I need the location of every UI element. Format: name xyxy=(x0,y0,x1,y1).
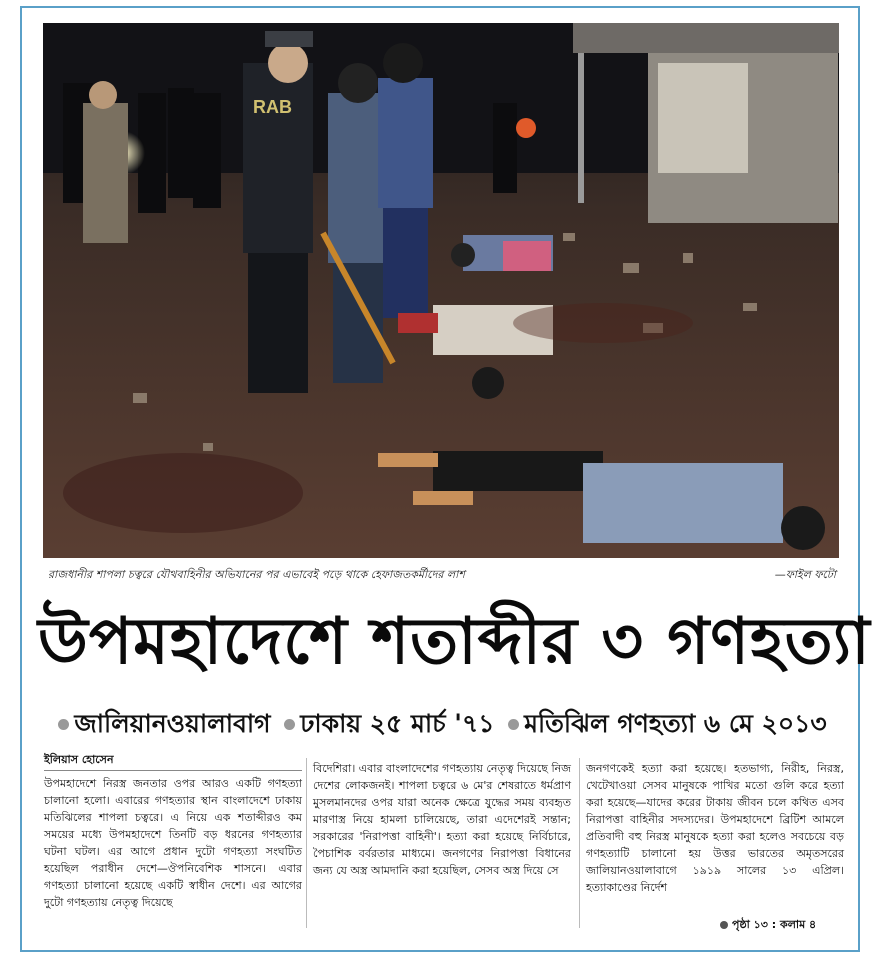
article-column-2 xyxy=(313,760,571,879)
news-photo xyxy=(43,23,839,558)
photo-credit: —ফাইল ফটো xyxy=(774,568,836,581)
caption-text: রাজধানীর শাপলা চত্বরে যৌথবাহিনীর অভিযানের পর এভাবেই পড়ে থাকে হেফাজতকর্মীদের লাশ xyxy=(48,568,465,581)
byline: ইলিয়াস হোসেন xyxy=(44,752,302,771)
column-divider xyxy=(306,758,307,928)
bullet-dot-icon xyxy=(58,719,69,730)
photo-illustration xyxy=(43,23,839,558)
continued-on-page xyxy=(720,916,816,935)
subhead-item-jallianwala: জালিয়ানওয়ালাবাগ xyxy=(74,709,271,738)
article-text-col3: জনগণকেই হত্যা করা হয়েছে। হতভাগ্য, নিরীহ, নিরস্ত্র, খেটেখাওয়া সেসব মানুষকে পাখির মতো গুলি করে হত্যা করা হয়েছে—যাদের করের টাকায় জীবন চলে কথিত এসব নিরাপত্তা বাহিনীর সদস্যদের। উপমহাদেশে ব্রিটিশ আমলে প্রতিবাদী বহু নিরস্ত্র মানুষকে হত্যা করা হলেও সবচেয়ে বড় গণহত্যাটি চালানো হয় উত্তর ভারতের অমৃতসরের জালিয়ানওয়ালাবাগে ১৯১৯ সালের ১৩ এপ্রিল। হত্যাকাণ্ডের নির্দেশ xyxy=(586,762,844,894)
subhead-item-motijheel: মতিঝিল গণহত্যা ৬ মে ২০১৩ xyxy=(524,709,827,738)
headline: উপমহাদেশে শতাব্দীর ৩ গণহত্যা xyxy=(38,604,871,679)
bullet-dot-icon xyxy=(284,719,295,730)
article-text-col1: উপমহাদেশে নিরস্ত্র জনতার ওপর আরও একটি গণহত্যা চালানো হলো। এবারের গণহত্যার স্থান বাংলাদেশে ঢাকায় মতিঝিলের শাপলা চত্বরে। এ নিয়ে এক শতাব্দীরও কম সময়ের মধ্যে উপমহাদেশে তিনটি বড় ধরনের গণহত্যার ঘটনা ঘটল। এর আগে প্রধান দুটো গণহত্যা সংঘটিত হয়েছিল পরাধীন দেশে—ঔপনিবেশিক শাসনে। এবার গণহত্যা চালানো হয়েছে একটি স্বাধীন দেশে। এর আগের দুটো গণহত্যায় নেতৃত্ব দিয়েছে xyxy=(44,777,302,909)
column-divider xyxy=(579,758,580,928)
subhead-item-dhaka: ঢাকায় ২৫ মার্চ '৭১ xyxy=(300,709,495,738)
bullet-icon xyxy=(720,921,728,929)
subheadline xyxy=(40,702,840,746)
article-text-col2: বিদেশিরা। এবার বাংলাদেশের গণহত্যায় নেতৃত্ব দিয়েছে নিজ দেশের লোকজনই। শাপলা চত্বরে ৬ মে'র শেষরাতে ধর্মপ্রাণ মুসলমানদের ওপর যারা অনেক ক্ষেত্রে যুদ্ধের সময় ব্যবহৃত মারণাস্ত্র নিয়ে হামলা চালিয়েছে, তারা এদেশেরই সন্তান; সরকারের 'নিরাপত্তা বাহিনী'। হত্যা করা হয়েছে নির্বিচারে, পৈচাশিক বর্বরতার মাধ্যমে। জনগণের নিরাপত্তা বিধানের জন্য যে অস্ত্র আমদানি করা হয়েছিল, সেসব অস্ত্র দিয়ে সে xyxy=(313,762,571,877)
bullet-dot-icon xyxy=(508,719,519,730)
vest-label: RAB xyxy=(253,97,292,117)
photo-caption xyxy=(48,566,838,586)
officer-figure xyxy=(243,31,313,393)
jump-text: পৃষ্ঠা ১৩ : কলাম ৪ xyxy=(732,918,817,931)
article-column-1 xyxy=(44,752,302,911)
article-column-3 xyxy=(586,760,844,896)
